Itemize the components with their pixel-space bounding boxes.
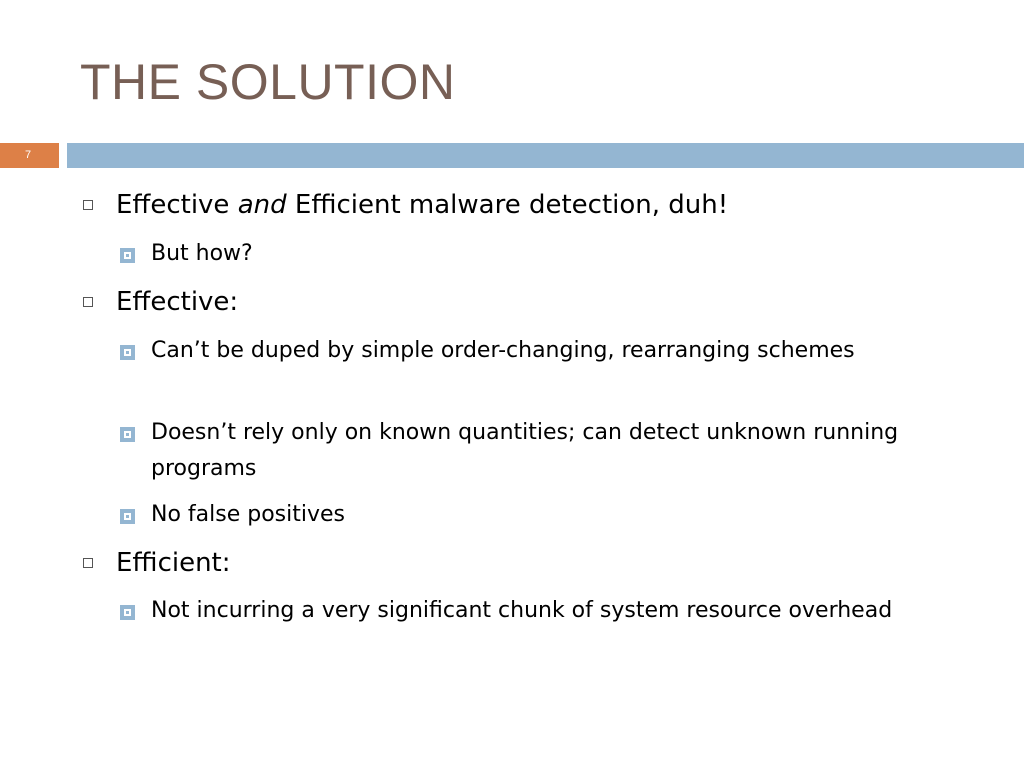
filled-square-icon <box>120 345 135 360</box>
filled-square-icon <box>120 509 135 524</box>
sub-bullet-text: No false positives <box>151 502 345 527</box>
bullet-efficient <box>116 548 231 578</box>
bullet-effective-and-efficient <box>116 190 728 220</box>
sub-bullet-text: Doesn’t rely only on known quantities; can detect unknown running programs <box>151 420 899 481</box>
sub-bullet-doesnt-rely <box>151 415 951 487</box>
filled-square-icon <box>120 605 135 620</box>
sub-bullet-text: But how? <box>151 241 253 266</box>
sub-bullet-text: Can’t be duped by simple order-changing, rearranging schemes <box>151 338 855 363</box>
filled-square-icon <box>120 248 135 263</box>
bullet-text: Effective: <box>116 287 239 317</box>
bullet-text: Efficient: <box>116 548 231 578</box>
sub-bullet-but-how <box>151 236 951 272</box>
slide-title: THE SOLUTION <box>80 54 456 110</box>
sub-bullet-cant-be-duped <box>151 333 951 369</box>
hollow-square-icon <box>83 558 93 568</box>
hollow-square-icon <box>83 297 93 307</box>
bullet-effective <box>116 287 238 317</box>
filled-square-icon <box>120 427 135 442</box>
slide-number: 7 <box>25 149 32 161</box>
sub-bullet-text: Not incurring a very significant chunk of system resource overhead <box>151 598 893 623</box>
bullet-text: Effective and Efficient malware detection, duh! <box>116 190 729 220</box>
hollow-square-icon <box>83 200 93 210</box>
sub-bullet-no-false-positives <box>151 497 951 533</box>
sub-bullet-not-incurring <box>151 593 951 629</box>
